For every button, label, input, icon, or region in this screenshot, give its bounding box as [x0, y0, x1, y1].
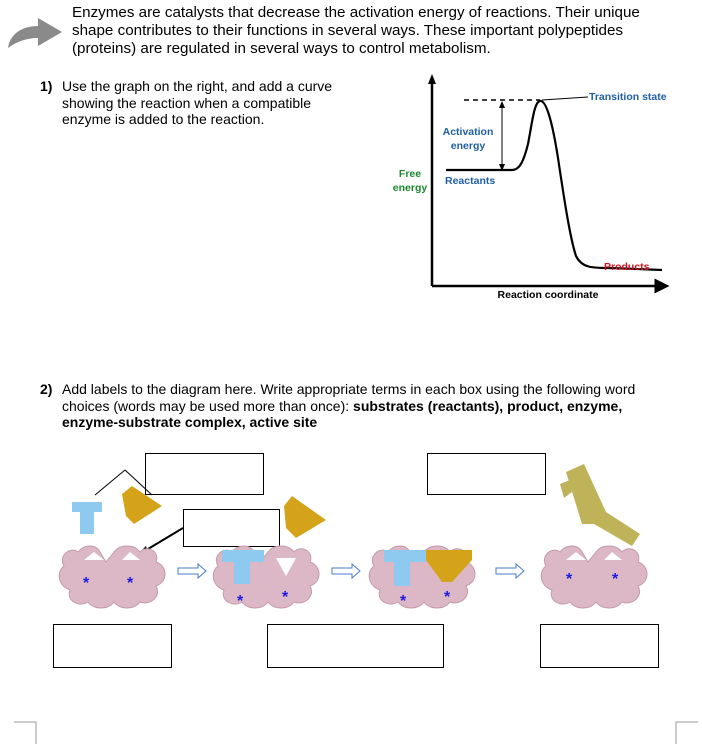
- enzyme-4: [541, 546, 647, 608]
- active-site-star: *: [400, 593, 407, 610]
- x-axis-label: Reaction coordinate: [497, 289, 599, 301]
- substrate-blue-1: [72, 502, 102, 534]
- products-label: Products: [604, 261, 650, 273]
- curved-arrow-icon: [4, 14, 66, 52]
- substrate-gold-2: [284, 496, 326, 538]
- active-site-star: *: [444, 589, 451, 606]
- active-site-star: *: [566, 571, 573, 588]
- y-label-energy: energy: [392, 182, 428, 194]
- question-2-text: [62, 381, 672, 431]
- energy-graph: [380, 68, 680, 308]
- transition-state-label: Transition state: [589, 91, 667, 103]
- activation-energy-label-1: Activation: [442, 126, 494, 138]
- question-2-number: 2): [40, 381, 53, 397]
- enzyme-1: [59, 546, 165, 608]
- active-site-star: *: [612, 571, 619, 588]
- active-site-star: *: [237, 593, 244, 610]
- step-arrow-3: [496, 564, 524, 578]
- active-site-star: *: [83, 575, 90, 592]
- activation-energy-label-2: energy: [450, 140, 486, 152]
- answer-box-4[interactable]: [53, 624, 172, 668]
- active-site-star: *: [282, 589, 289, 606]
- step-arrow-2: [332, 564, 360, 578]
- active-site-star: *: [127, 575, 134, 592]
- page-corner-right: [672, 718, 698, 744]
- y-label-free: Free: [398, 168, 422, 180]
- answer-box-6[interactable]: [540, 624, 659, 668]
- question-2-word-choices: substrates (reactants), product, enzyme, enzyme-substrate complex, active site: [62, 397, 623, 430]
- intro-paragraph: Enzymes are catalysts that decrease the activation energy of reactions. Their unique shape contributes to their functions in several ways. These important polypeptides (proteins) are regulated in several ways to control metabolism.: [72, 4, 640, 57]
- enzyme-diagram: [0, 440, 702, 620]
- reactants-label: Reactants: [445, 175, 496, 187]
- product-4: [560, 464, 640, 546]
- step-arrow-1: [178, 564, 206, 578]
- page-corner-left: [14, 718, 40, 744]
- question-1-number: 1): [40, 78, 53, 94]
- answer-box-5[interactable]: [267, 624, 444, 668]
- question-1-text: Use the graph on the right, and add a curve showing the reaction when a compatible enzyme is added to the reaction.: [62, 78, 333, 127]
- substrate-gold-1: [122, 486, 162, 524]
- question-2-text-plain: Add labels to the diagram here. Write appropriate terms in each box using the following word choices (words may be used more than once):: [62, 381, 636, 414]
